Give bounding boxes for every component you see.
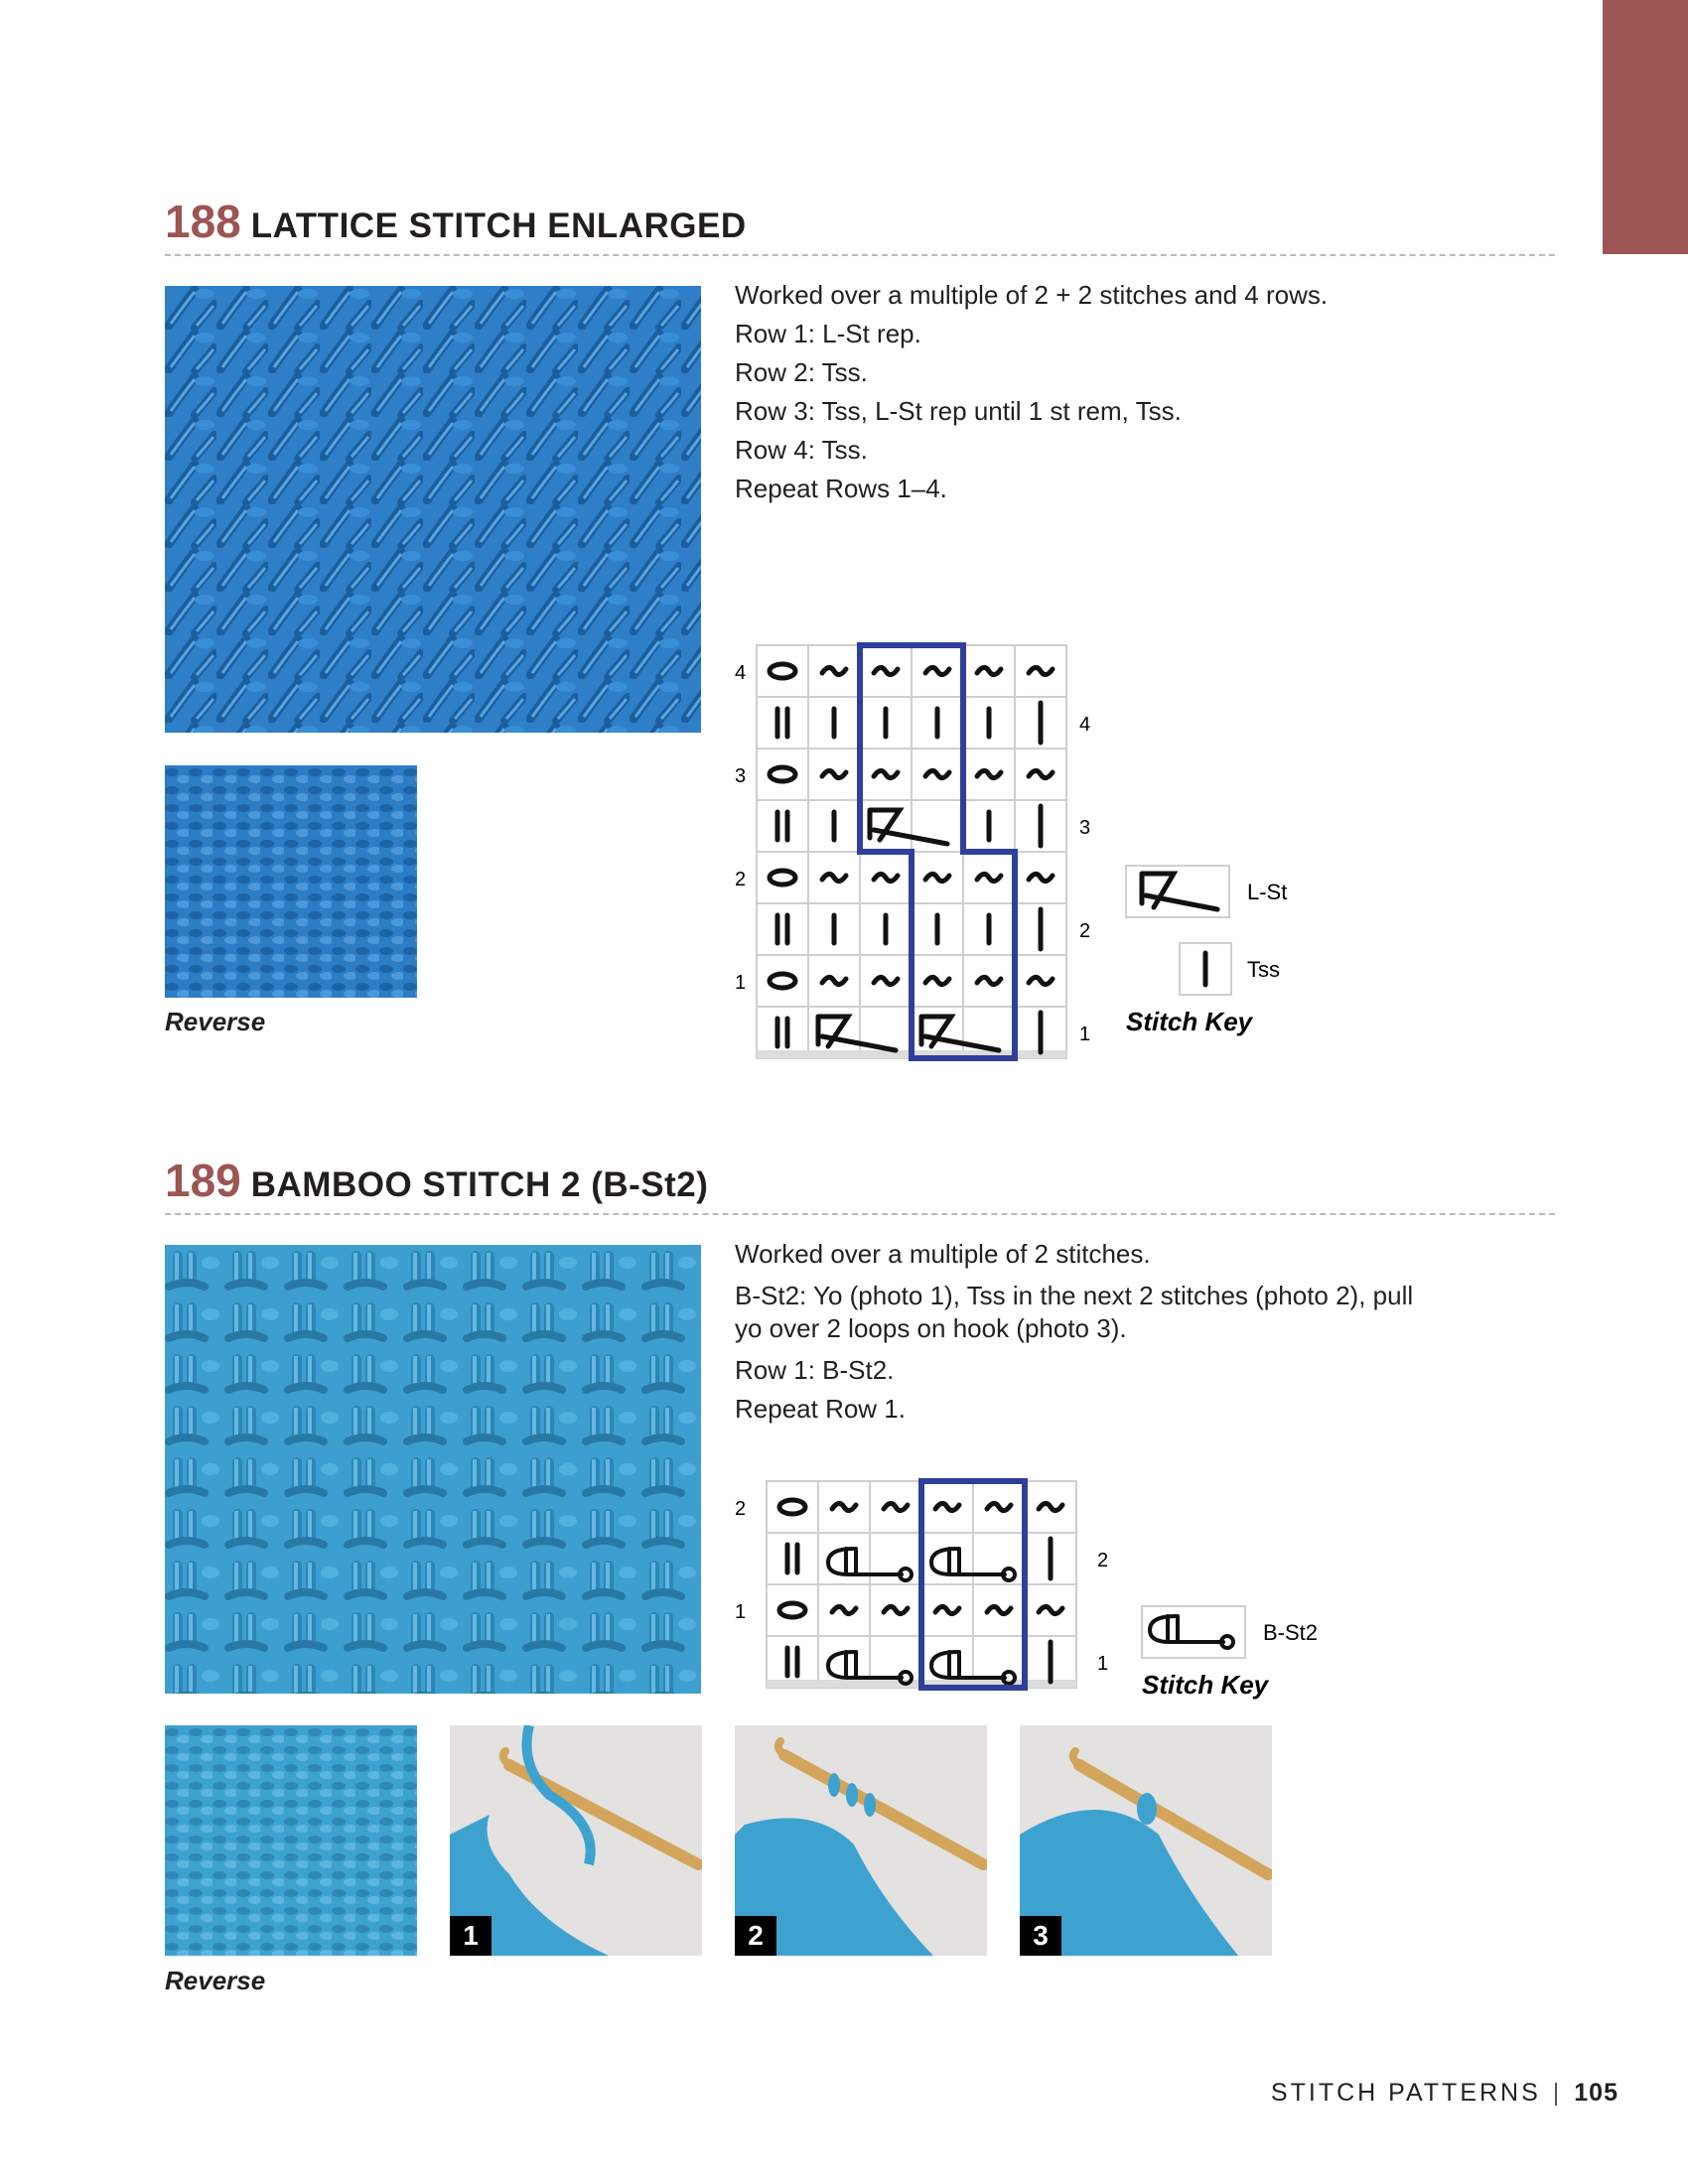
- row-label-right: 4: [1079, 714, 1091, 736]
- instruction-line: Row 1: B-St2.: [735, 1355, 895, 1385]
- photo-number: 3: [1020, 1916, 1061, 1956]
- row-label-left: 2: [735, 869, 747, 890]
- key-label-l-st: L-St: [1247, 880, 1288, 904]
- section-189-number: 189: [165, 1155, 241, 1206]
- photo-number: 1: [450, 1916, 492, 1956]
- row-label-right: 3: [1079, 817, 1091, 839]
- section-189-heading: [165, 1154, 1555, 1217]
- stitch-key-title: Stitch Key: [1126, 1007, 1253, 1036]
- instruction-line: Repeat Rows 1–4.: [735, 474, 947, 503]
- section-188-heading: [165, 195, 1555, 258]
- step-photo-1: [450, 1725, 702, 1956]
- instruction-line: Row 2: Tss.: [735, 357, 868, 387]
- row-label-left: 1: [735, 972, 747, 994]
- page-footer: [1271, 2079, 1618, 2108]
- swatch-189-front: [165, 1245, 701, 1694]
- instruction-line: Row 1: L-St rep.: [735, 319, 921, 348]
- key-label-b-st2: B-St2: [1263, 1620, 1319, 1645]
- row-label-left: 2: [735, 1498, 747, 1520]
- instruction-line: Row 3: Tss, L-St rep until 1 st rem, Tss.: [735, 396, 1182, 426]
- instruction-line: Row 4: Tss.: [735, 435, 868, 465]
- reverse-caption-188: Reverse: [165, 1007, 266, 1036]
- row-label-right: 1: [1097, 1653, 1109, 1675]
- swatch-189-reverse: [165, 1725, 417, 1956]
- row-label-right: 1: [1079, 1024, 1091, 1045]
- row-label-right: 2: [1079, 920, 1091, 942]
- section-188-title: LATTICE STITCH ENLARGED: [250, 206, 747, 245]
- chart-189: [725, 1471, 1360, 1709]
- section-188-number: 188: [165, 196, 241, 247]
- chart-188: [725, 635, 1360, 1072]
- footer-section-title: STITCH PATTERNS: [1270, 2079, 1541, 2107]
- row-label-left: 3: [735, 765, 747, 787]
- key-label-tss: Tss: [1247, 957, 1280, 982]
- page-number: 105: [1574, 2079, 1618, 2107]
- section-189-rule: [165, 1213, 1555, 1215]
- stitch-key-title: Stitch Key: [1142, 1670, 1269, 1700]
- step-photo-2: [735, 1725, 987, 1956]
- section-189-title: BAMBOO STITCH 2 (B-St2): [250, 1165, 709, 1204]
- instructions-188: [735, 276, 1430, 508]
- instruction-line: B-St2: Yo (photo 1), Tss in the next 2 stitches (photo 2), pull yo over 2 loops on hook (photo 3).: [735, 1281, 1414, 1343]
- reverse-caption-189: Reverse: [165, 1966, 266, 1995]
- row-label-right: 2: [1097, 1550, 1109, 1571]
- row-label-left: 1: [735, 1601, 747, 1623]
- instruction-line: Repeat Row 1.: [735, 1394, 906, 1424]
- footer-separator: |: [1552, 2079, 1563, 2107]
- instruction-line: Worked over a multiple of 2 + 2 stitches and 4 rows.: [735, 280, 1329, 310]
- section-188-rule: [165, 254, 1555, 256]
- chapter-tab: [1603, 0, 1688, 254]
- swatch-188-reverse: [165, 765, 417, 998]
- row-label-left: 4: [735, 662, 747, 684]
- instruction-line: Worked over a multiple of 2 stitches.: [735, 1239, 1151, 1269]
- key-box-b-st2: [1142, 1606, 1245, 1658]
- instructions-189: [735, 1235, 1430, 1429]
- swatch-188-front: [165, 286, 701, 733]
- step-photo-3: [1020, 1725, 1272, 1956]
- photo-number: 2: [735, 1916, 776, 1956]
